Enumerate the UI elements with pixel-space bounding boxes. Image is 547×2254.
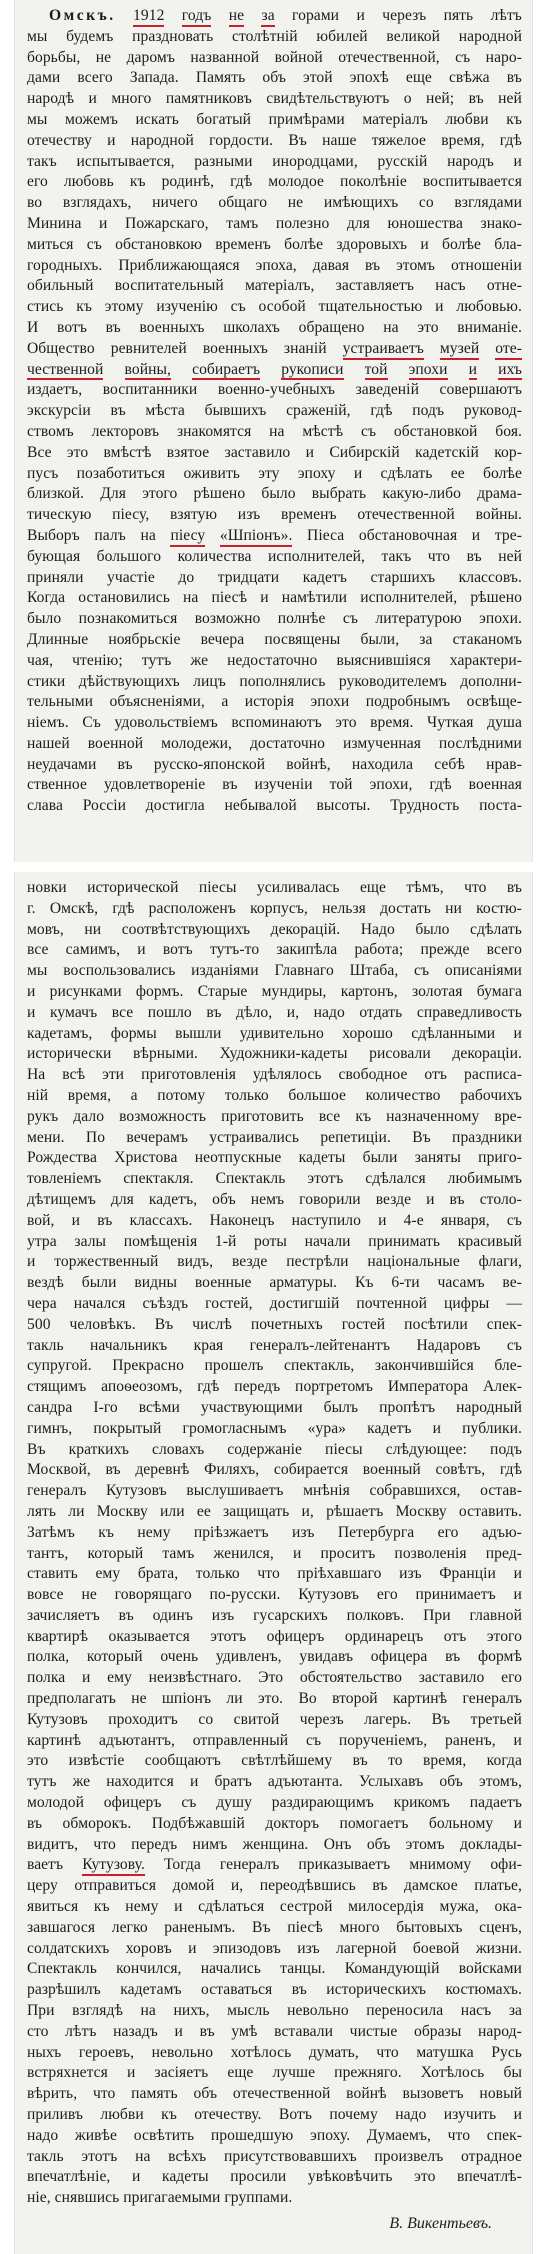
text-line: Рождества Христова неотпускные кадеты были заняты приго- [27, 1149, 522, 1167]
text-line: исторически вѣрными. Художники-кадеты рисовали декораціи. [27, 1045, 522, 1063]
text-line: неудачами въ русско-японской войнѣ, находила себѣ нрав- [27, 755, 522, 773]
text-line: было познакомиться возможно полнѣе съ литературою эпохи. [27, 610, 522, 628]
text-line: мы будемъ праздновать столѣтній юбилей великой народной [27, 27, 522, 45]
text-line: мовъ, ни соотвѣтствующихъ декорацій. Надо было сдѣлать [27, 920, 522, 938]
text-line: во взглядахъ, ничего общаго не имѣющихъ со взглядами [27, 194, 522, 212]
text-line: рукъ дало возможность приготовить все къ назначенному вре- [27, 1107, 522, 1125]
text-line: Спектакль кончился, начались танцы. Командующій войсками [27, 1960, 522, 1978]
text-line: приняли участіе до тридцати кадетъ старшихъ классовъ. [27, 568, 522, 586]
text-line: Выборъ палъ на піесу «Шпіонъ». Піеса обстановочная и тре- [27, 526, 522, 547]
text-line: стись къ этому изученію съ особой тщательностью и любовью. [27, 298, 522, 316]
article-clipping-part-1 [14, 0, 533, 862]
text-line: товленіемъ спектакля. Спектакль этотъ сдѣлался любимымъ [27, 1170, 522, 1188]
author-signature: В. Викентьевъ. [389, 2215, 492, 2232]
text-line: утра залы помѣщенія 1-й роты начали принимать красивый [27, 1232, 522, 1250]
text-line: тическую піесу, взятую изъ временъ отечественной войны. [27, 506, 522, 524]
text-line: Въ краткихъ словахъ содержаніе піесы слѣдующее: подъ [27, 1440, 522, 1458]
text-line: его любовь къ родинѣ, гдѣ молодое поколѣніе воспитывается [27, 173, 522, 191]
text-line: мени. По вечерамъ устраивались репетиціи. Въ праздники [27, 1128, 522, 1146]
text-line: церу отправиться домой и, переодѣвшись въ дамское платье, [27, 1877, 522, 1895]
text-line: городныхъ. Приближающаяся эпоха, давая въ этомъ отношеніи [27, 256, 522, 274]
text-line: картинѣ адъютантъ, отправленный съ порученіемъ, раненъ, и [27, 1731, 522, 1749]
text-line: ставить ему брата, только что пріѣхавшаго изъ Франціи и [27, 1565, 522, 1583]
text-line: и кумачъ все пошло въ дѣло, и, надо отдать справедливость [27, 1003, 522, 1021]
text-line: Затѣмъ къ нему пріѣзжаетъ изъ Петербурга его адъю- [27, 1523, 522, 1541]
text-line: разрѣшилъ кадетамъ оставаться въ историческихъ костюмахъ. [27, 1981, 522, 1999]
text-line: ныхъ героевъ, невольно хотѣлось думать, что матушка Русь [27, 2043, 522, 2061]
text-line: и торжественный видъ, везде пестрѣли національные флаги, [27, 1253, 522, 1271]
text-line: ніе, снявшись пригагаемыми группами. [27, 2189, 293, 2207]
text-line: Общество ревнителей военныхъ знаній устраиваетъ музей оте- [27, 339, 522, 360]
text-line: полка и ему неизвѣстнаго. Это обстоятельство заставило его [27, 1669, 522, 1687]
text-line: слава Россіи достигла небывалой высоты. Трудность поста- [27, 797, 522, 815]
text-line: вой, и въ классахъ. Наконецъ наступило и 4-е января, съ [27, 1211, 522, 1229]
text-line: впечатлѣніе, и кадеты просили увѣковѣчить это впечатлѣ- [27, 2168, 522, 2186]
text-line: это извѣстіе сообщаютъ свѣтлѣйшему въ то время, когда [27, 1752, 522, 1770]
text-line: завшагося легко раненымъ. Въ піесѣ много бытовыхъ сценъ, [27, 1918, 522, 1936]
text-line: Москвой, въ деревнѣ Филяхъ, собирается военный совѣтъ, гдѣ [27, 1461, 522, 1479]
text-line: молодой офицеръ съ душу раздирающимъ крикомъ падаетъ [27, 1794, 522, 1812]
text-line: сандра I-го всѣми участвующими былъ пропѣтъ народный [27, 1398, 522, 1416]
text-line: новки исторической піесы усиливалась еще тѣмъ, что въ [27, 879, 522, 896]
text-line: Минина и Пожарскаго, тамъ полезно для юношества знако- [27, 214, 522, 232]
text-line: 500 человѣкъ. Въ числѣ почетныхъ гостей посѣтили спек- [27, 1315, 522, 1333]
text-line: зачисляетъ въ одинъ изъ гусарскихъ полковъ. При главной [27, 1606, 522, 1624]
text-line: Когда остановились на піесѣ и намѣтили исполнителей, рѣшено [27, 589, 522, 607]
text-line: борьбы, не даромъ названной войной отечественной, съ наро- [27, 48, 522, 66]
text-line: отечеству и народной гордости. Въ наше тяжелое время, гдѣ [27, 131, 522, 149]
text-line: обильный воспитательный матеріалъ, заставляетъ насъ отне- [27, 277, 522, 295]
text-line: надо живѣе освѣтить прошедшую эпоху. Думаемъ, что спек- [27, 2126, 522, 2144]
text-line: сто лѣтъ назадъ и въ умѣ вставали чистые образы народ- [27, 2022, 522, 2040]
text-line: миться съ обстановкою временъ болѣе здоровыхъ и болѣе бла- [27, 235, 522, 253]
text-line: тантъ, который тамъ женился, и проситъ позволенія пред- [27, 1544, 522, 1562]
text-line: дѣтищемъ для кадетъ, объ немъ говорили везде и въ столо- [27, 1190, 522, 1208]
article-clipping-part-2 [14, 872, 533, 2254]
text-line: солдатскихъ хоровъ и эпизодовъ изъ лагерной боевой жизни. [27, 1939, 522, 1957]
text-line: нашей военной молодежи, достаточно измученная послѣдними [27, 734, 522, 752]
text-line: ніемъ. Съ удовольствіемъ вспоминаютъ это время. Чуткая душа [27, 714, 522, 732]
text-line: тельными объясненіями, а исторія эпохи подробнымъ освѣще- [27, 693, 522, 711]
text-line: ваетъ Кутузову. Тогда генералъ приказываетъ мнимому офи- [27, 1855, 522, 1876]
text-line: Кутузовъ проходитъ со свитой черезъ лагерь. Въ третьей [27, 1710, 522, 1728]
text-line: близкой. Для этого рѣшено было выбрать какую-либо драма- [27, 485, 522, 503]
text-line: въ обморокъ. Подбѣжавшій докторъ помогаетъ больному и [27, 1814, 522, 1832]
text-line: Омскъ. 1912 годъ не за горами и черезъ пять лѣтъ [27, 6, 522, 27]
text-line: приливъ любви къ отечеству. Вотъ почему надо изучить и [27, 2106, 522, 2124]
text-line: дами всего Запада. Память объ этой эпохѣ еще свѣжа въ [27, 69, 522, 87]
text-line: При взглядѣ на нихъ, мысль невольно переносила насъ за [27, 2002, 522, 2020]
text-line: все самимъ, и вотъ тутъ-то закипѣла работа; прежде всего [27, 941, 522, 959]
text-line: народѣ и много памятниковъ свидѣтельствуютъ о ней; въ ней [27, 90, 522, 108]
text-line: ствомъ лекторовъ знакомятся на мѣстѣ съ обстановкой боя. [27, 422, 522, 440]
text-line: пусъ позаботиться оживить эту эпоху и сдѣлать ее болѣе [27, 464, 522, 482]
text-line: гимнъ, покрытый громогласнымъ «ура» кадетъ и публики. [27, 1419, 522, 1437]
text-line: предполагать не шпіонъ ли это. Во второй картинѣ генералъ [27, 1690, 522, 1708]
text-line: квартирѣ оказывается этотъ офицеръ ординарецъ отъ этого [27, 1627, 522, 1645]
text-line: лять ли Москву или ее защищать и, рѣшаетъ Москву оставить. [27, 1502, 522, 1520]
text-line: стящимъ апоѳеозомъ, гдѣ передъ портретомъ Императора Алек- [27, 1378, 522, 1396]
text-line: издаетъ, воспитанники военно-учебныхъ заведеній совершаютъ [27, 381, 522, 399]
text-line: такль этотъ на всѣхъ присутствовавшихъ произвелъ отрадное [27, 2147, 522, 2165]
text-line: чера начался съѣздъ гостей, достигшій почтенной цифры — [27, 1294, 522, 1312]
text-line: тутъ же находится и братъ адъютанта. Услыхавъ объ этомъ, [27, 1773, 522, 1791]
text-line: встряхнется и засіяетъ еще лучше прежняго. Хотѣлось бы [27, 2064, 522, 2082]
text-line: г. Омскѣ, гдѣ расположенъ корпусъ, нельзя достать ни костю- [27, 899, 522, 917]
text-line: и рисунками формъ. Старые мундиры, картонъ, золотая бумага [27, 982, 522, 1000]
article-body-part-2 [27, 878, 522, 2209]
text-line: мы можемъ искать богатый примѣрами матеріалъ любви къ [27, 110, 522, 128]
text-line: Длинные ноябрьскіе вечера посвящены были, за стаканомъ [27, 630, 522, 648]
text-line: ній время, а потому только большое количество рабочихъ [27, 1086, 522, 1104]
text-line: чая, чтенію; тутъ же недостаточно выяснившіяся характери- [27, 651, 522, 669]
text-line: стики дѣйствующихъ лицъ пополнялись руководителемъ дополни- [27, 672, 522, 690]
text-line: На всѣ эти приготовленія удѣлялось свободное отъ расписа- [27, 1066, 522, 1084]
text-line: И вотъ въ военныхъ школахъ обращено на это вниманіе. [27, 318, 522, 336]
text-line: экскурсіи въ мѣста бывшихъ сраженій, гдѣ подъ руковод- [27, 402, 522, 420]
text-line: Все это вмѣстѣ взятое заставило и Сибирскій кадетскій кор- [27, 443, 522, 461]
text-line: супругой. Прекрасно прошелъ спектакль, закончившійся бле- [27, 1357, 522, 1375]
text-line: вѣрить, что память объ отечественной войнѣ вызоветъ новый [27, 2085, 522, 2103]
text-line: ственное удовлетвореніе въ изученіи той эпохи, гдѣ военная [27, 776, 522, 794]
text-line: бующая большого количества исполнителей, такъ что въ ней [27, 547, 522, 565]
text-line: видитъ, что передъ нимъ женщина. Онъ объ этомъ доклады- [27, 1835, 522, 1853]
text-line: чественной войны, собираетъ рукописи той эпохи и ихъ [27, 360, 522, 381]
text-line: вездѣ были видны военные арматуры. Къ 6-ти часамъ ве- [27, 1274, 522, 1292]
text-line: мы воспользовались изданіями Главнаго Штаба, съ описаніями [27, 962, 522, 980]
article-body-part-1 [27, 6, 522, 817]
text-line: кадетамъ, формы вышли удивительно хорошо сдѣланными и [27, 1024, 522, 1042]
text-line: такль начальникъ края генералъ-лейтенантъ Надаровъ съ [27, 1336, 522, 1354]
text-line: полка, который очень удивленъ, увидавъ офицера въ формѣ [27, 1648, 522, 1666]
text-line: вовсе не говорящаго по-русски. Кутузовъ его принимаетъ и [27, 1586, 522, 1604]
text-line: явиться къ нему и сдѣлаться сестрой милосердія мужа, ока- [27, 1898, 522, 1916]
text-line: генералъ Кутузовъ выслушиваетъ мнѣнія собравшихся, остав- [27, 1482, 522, 1500]
text-line: такъ испытывается, разными инородцами, русскій народъ и [27, 152, 522, 170]
